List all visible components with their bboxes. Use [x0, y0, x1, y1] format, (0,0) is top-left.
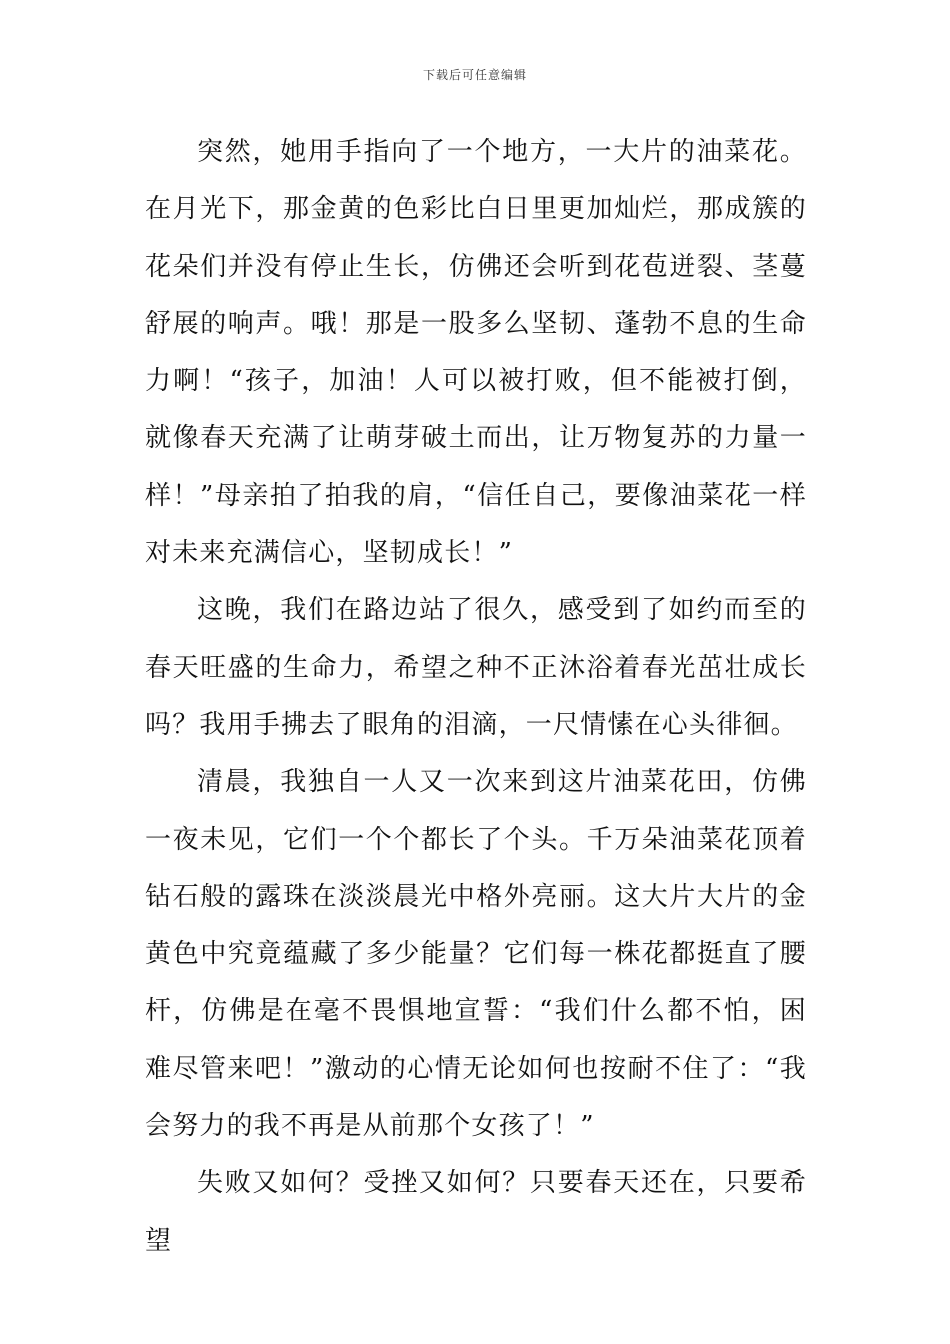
paragraph-1: 突然，她用手指向了一个地方，一大片的油菜花。在月光下，那金黄的色彩比白日里更加灿烂，那成簇的花朵们并没有停止生长，仿佛还会听到花苞迸裂、茎蔓舒展的响声。哦！那是一股多么坚韧、蓬勃不息的生命力啊！“孩子，加油！人可以被打败，但不能被打倒，就像春天充满了让萌芽破土而出，让万物复苏的力量一样！”母亲拍了拍我的肩，“信任自己，要像油菜花一样对未来充满信心，坚韧成长！” [145, 137, 807, 569]
paragraph-4: 失败又如何？受挫又如何？只要春天还在，只要希望 [145, 1168, 807, 1256]
paragraph-3: 清晨，我独自一人又一次来到这片油菜花田，仿佛一夜未见，它们一个个都长了个头。千万朵油菜花顶着钻石般的露珠在淡淡晨光中格外亮丽。这大片大片的金黄色中究竟蕴藏了多少能量？它们每一株花都挺直了腰杆，仿佛是在毫不畏惧地宣誓：“我们什么都不怕，困难尽管来吧！”激动的心情无论如何也按耐不住了：“我会努力的我不再是从前那个女孩了！” [145, 767, 807, 1142]
page-header-note: 下载后可任意编辑 [422, 68, 527, 82]
paragraph-2: 这晚，我们在路边站了很久，感受到了如约而至的春天旺盛的生命力，希望之种不正沐浴着春光茁壮成长吗？我用手拂去了眼角的泪滴，一尺情愫在心头徘徊。 [145, 595, 807, 740]
document-body [145, 124, 807, 1270]
